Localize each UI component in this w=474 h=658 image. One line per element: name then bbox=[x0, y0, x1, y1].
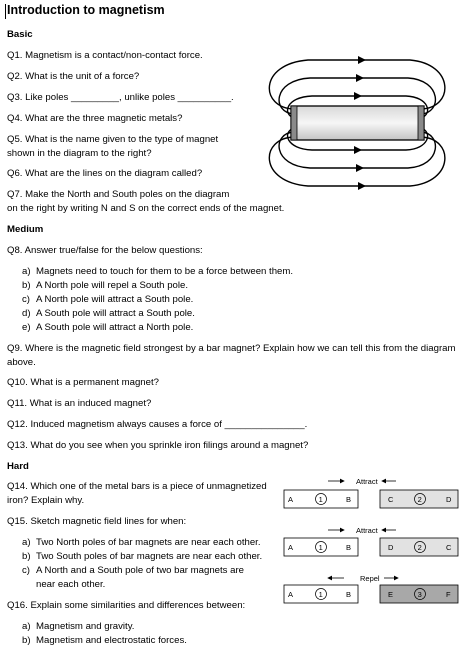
bar-3-number: 3 bbox=[417, 589, 422, 599]
question-4: Q4. What are the three magnetic metals? bbox=[7, 113, 183, 124]
item-letter: a) bbox=[22, 537, 31, 548]
basic-heading: Basic bbox=[7, 29, 33, 40]
question-13: Q13. What do you see when you sprinkle iron filings around a magnet? bbox=[7, 440, 309, 451]
item-letter: a) bbox=[22, 266, 31, 277]
bar-3-end-e: E bbox=[388, 590, 394, 599]
metal-bars-diagram bbox=[280, 474, 468, 606]
q15-item-b bbox=[22, 551, 263, 563]
bar-1-number: 1 bbox=[318, 589, 323, 599]
q8-item-d bbox=[22, 308, 195, 320]
field-line-outer-bottom bbox=[269, 137, 445, 186]
item-text: Magnetism and gravity. bbox=[36, 621, 135, 632]
q8-item-e bbox=[22, 322, 194, 334]
question-15: Q15. Sketch magnetic field lines for when: bbox=[7, 516, 187, 527]
bar-1-end-b: B bbox=[346, 590, 352, 599]
question-5-line1: Q5. What is the name given to the type of magnet bbox=[7, 134, 219, 145]
question-8: Q8. Answer true/false for the below questions: bbox=[7, 245, 203, 256]
question-12: Q12. Induced magnetism always causes a force of _______________. bbox=[7, 419, 308, 430]
item-text: Magnets need to touch for them to be a force between them. bbox=[36, 266, 294, 277]
bar-magnet-field-diagram bbox=[250, 50, 465, 200]
bar-1-end-a: A bbox=[288, 495, 294, 504]
bar-1-end-a: A bbox=[288, 543, 294, 552]
page-title: Introduction to magnetism bbox=[7, 3, 165, 17]
row2-interaction-label: Attract bbox=[356, 526, 378, 535]
question-14-line2: iron? Explain why. bbox=[7, 495, 85, 506]
question-7-line1: Q7. Make the North and South poles on the diagram bbox=[7, 189, 230, 200]
question-7-line2: on the right by writing N and S on the correct ends of the magnet. bbox=[7, 203, 285, 214]
bar-2-number: 2 bbox=[417, 542, 422, 552]
medium-heading: Medium bbox=[7, 224, 44, 235]
bar-1-number: 1 bbox=[318, 494, 323, 504]
q15-item-c bbox=[22, 565, 244, 577]
bar-2-end-c: C bbox=[388, 495, 394, 504]
question-2: Q2. What is the unit of a force? bbox=[7, 71, 140, 82]
item-text: Two North poles of bar magnets are near each other. bbox=[36, 537, 261, 548]
question-9-line2: above. bbox=[7, 357, 36, 368]
hard-heading: Hard bbox=[7, 461, 29, 472]
row3-interaction-label: Repel bbox=[360, 574, 380, 583]
item-text: A North and a South pole of two bar magnets are bbox=[36, 565, 244, 576]
bar-magnet bbox=[291, 106, 424, 140]
question-9-line1: Q9. Where is the magnetic field strongest by a bar magnet? Explain how we can tell this from the diagram bbox=[7, 343, 456, 354]
item-letter: d) bbox=[22, 308, 31, 319]
bar-1-number: 1 bbox=[318, 542, 323, 552]
q15-item-c-continued: near each other. bbox=[36, 579, 106, 590]
item-letter: a) bbox=[22, 621, 31, 632]
q16-item-b bbox=[22, 635, 187, 647]
text-cursor bbox=[5, 4, 6, 19]
question-6: Q6. What are the lines on the diagram called? bbox=[7, 168, 203, 179]
q8-item-c bbox=[22, 294, 194, 306]
question-1: Q1. Magnetism is a contact/non-contact force. bbox=[7, 50, 203, 61]
item-text: Magnetism and electrostatic forces. bbox=[36, 635, 187, 646]
item-letter: b) bbox=[22, 551, 31, 562]
bar-2-end-d: D bbox=[446, 495, 452, 504]
item-text: A North pole will repel a South pole. bbox=[36, 280, 188, 291]
item-text: A South pole will attract a South pole. bbox=[36, 308, 195, 319]
item-letter: e) bbox=[22, 322, 31, 333]
question-14-line1: Q14. Which one of the metal bars is a piece of unmagnetized bbox=[7, 481, 267, 492]
item-letter: c) bbox=[22, 294, 30, 305]
item-letter: b) bbox=[22, 280, 31, 291]
question-11: Q11. What is an induced magnet? bbox=[7, 398, 152, 409]
question-5-line2: shown in the diagram to the right? bbox=[7, 148, 152, 159]
q8-item-a bbox=[22, 266, 294, 278]
question-10: Q10. What is a permanent magnet? bbox=[7, 377, 159, 388]
bar-1-end-b: B bbox=[346, 495, 352, 504]
bar-1-end-a: A bbox=[288, 590, 294, 599]
row1-interaction-label: Attract bbox=[356, 477, 378, 486]
item-text: A South pole will attract a North pole. bbox=[36, 322, 194, 333]
question-3: Q3. Like poles _________, unlike poles __________. bbox=[7, 92, 234, 103]
item-letter: c) bbox=[22, 565, 30, 576]
q15-item-a bbox=[22, 537, 261, 549]
item-text: Two South poles of bar magnets are near each other. bbox=[36, 551, 263, 562]
bar-2-end-c: C bbox=[446, 543, 452, 552]
bar-3-end-f: F bbox=[446, 590, 451, 599]
item-letter: b) bbox=[22, 635, 31, 646]
item-text: A North pole will attract a South pole. bbox=[36, 294, 194, 305]
bar-2-number: 2 bbox=[417, 494, 422, 504]
q16-item-a bbox=[22, 621, 135, 633]
question-16: Q16. Explain some similarities and differences between: bbox=[7, 600, 246, 611]
q8-item-b bbox=[22, 280, 188, 292]
field-line-outer-top bbox=[269, 60, 445, 109]
bar-1-end-b: B bbox=[346, 543, 352, 552]
bar-2-end-d: D bbox=[388, 543, 394, 552]
